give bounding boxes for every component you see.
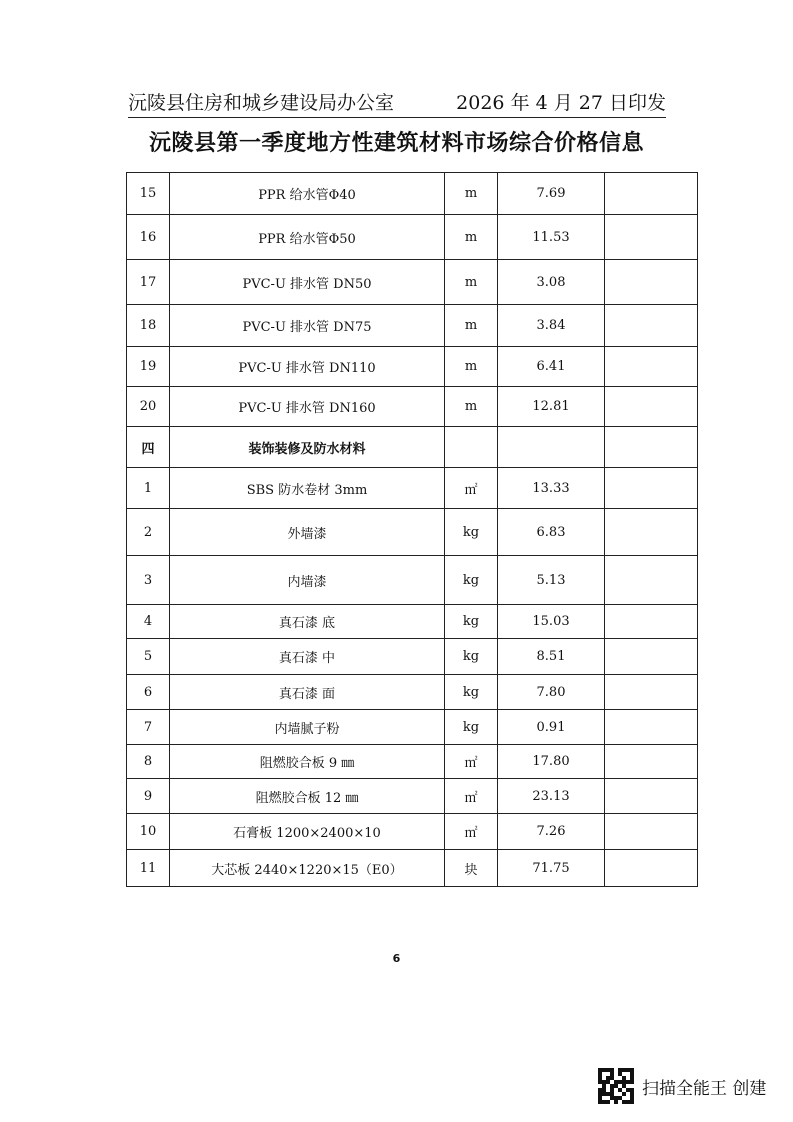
- document-header: [128, 88, 666, 118]
- row-number-cell: 18: [127, 305, 170, 347]
- material-name-cell: SBS 防水卷材 3mm: [170, 468, 445, 509]
- note-cell: [605, 173, 698, 215]
- note-cell: [605, 779, 698, 814]
- unit-cell: m: [445, 387, 498, 427]
- row-number-cell: 19: [127, 347, 170, 387]
- table-row: [127, 639, 698, 675]
- row-number-cell: 10: [127, 814, 170, 850]
- price-cell: 3.84: [498, 305, 605, 347]
- unit-cell: m: [445, 305, 498, 347]
- row-number-cell: 9: [127, 779, 170, 814]
- note-cell: [605, 556, 698, 605]
- price-cell: 13.33: [498, 468, 605, 509]
- table-row: [127, 605, 698, 639]
- material-name-cell: PVC-U 排水管 DN75: [170, 305, 445, 347]
- note-cell: [605, 710, 698, 745]
- price-cell: 3.08: [498, 260, 605, 305]
- material-name-cell: 石膏板 1200×2400×10: [170, 814, 445, 850]
- table-row: [127, 850, 698, 887]
- price-cell: [498, 427, 605, 468]
- material-name-cell: 真石漆 中: [170, 639, 445, 675]
- price-cell: 8.51: [498, 639, 605, 675]
- table-row: [127, 173, 698, 215]
- row-number-cell: 3: [127, 556, 170, 605]
- section-header-row: [127, 427, 698, 468]
- material-name-cell: 内墙漆: [170, 556, 445, 605]
- row-number-cell: 6: [127, 675, 170, 710]
- price-cell: 7.80: [498, 675, 605, 710]
- material-name-cell: PVC-U 排水管 DN160: [170, 387, 445, 427]
- unit-cell: kg: [445, 605, 498, 639]
- issuing-office: 沅陵县住房和城乡建设局办公室: [128, 92, 395, 114]
- table-row: [127, 387, 698, 427]
- material-name-cell: 外墙漆: [170, 509, 445, 556]
- table-row: [127, 814, 698, 850]
- note-cell: [605, 675, 698, 710]
- unit-cell: ㎡: [445, 745, 498, 779]
- note-cell: [605, 347, 698, 387]
- print-date: 2026 年 4 月 27 日印发: [456, 92, 666, 114]
- table-row: [127, 675, 698, 710]
- note-cell: [605, 639, 698, 675]
- price-cell: 17.80: [498, 745, 605, 779]
- note-cell: [605, 745, 698, 779]
- price-table: [126, 172, 698, 887]
- price-cell: 5.13: [498, 556, 605, 605]
- page-title: 沅陵县第一季度地方性建筑材料市场综合价格信息: [148, 131, 644, 156]
- row-number-cell: 20: [127, 387, 170, 427]
- unit-cell: ㎡: [445, 779, 498, 814]
- material-name-cell: 大芯板 2440×1220×15（E0）: [170, 850, 445, 887]
- row-number-cell: 四: [127, 427, 170, 468]
- unit-cell: m: [445, 260, 498, 305]
- row-number-cell: 5: [127, 639, 170, 675]
- unit-cell: kg: [445, 509, 498, 556]
- price-cell: 0.91: [498, 710, 605, 745]
- table-row: [127, 305, 698, 347]
- row-number-cell: 17: [127, 260, 170, 305]
- price-table-body: [127, 173, 698, 887]
- note-cell: [605, 850, 698, 887]
- note-cell: [605, 814, 698, 850]
- row-number-cell: 2: [127, 509, 170, 556]
- note-cell: [605, 427, 698, 468]
- row-number-cell: 16: [127, 215, 170, 260]
- page-number: 6: [392, 952, 401, 965]
- price-cell: 12.81: [498, 387, 605, 427]
- note-cell: [605, 605, 698, 639]
- table-row: [127, 468, 698, 509]
- table-row: [127, 215, 698, 260]
- scanner-watermark: [598, 1068, 766, 1104]
- note-cell: [605, 260, 698, 305]
- material-name-cell: PVC-U 排水管 DN50: [170, 260, 445, 305]
- material-name-cell: PPR 给水管Φ40: [170, 173, 445, 215]
- price-cell: 15.03: [498, 605, 605, 639]
- table-row: [127, 710, 698, 745]
- row-number-cell: 8: [127, 745, 170, 779]
- price-cell: 7.26: [498, 814, 605, 850]
- material-name-cell: 阻燃胶合板 9 ㎜: [170, 745, 445, 779]
- unit-cell: ㎡: [445, 468, 498, 509]
- row-number-cell: 15: [127, 173, 170, 215]
- row-number-cell: 11: [127, 850, 170, 887]
- qr-code-icon: [598, 1068, 634, 1104]
- row-number-cell: 1: [127, 468, 170, 509]
- material-name-cell: 装饰装修及防水材料: [170, 427, 445, 468]
- unit-cell: 块: [445, 850, 498, 887]
- price-cell: 23.13: [498, 779, 605, 814]
- unit-cell: [445, 427, 498, 468]
- material-name-cell: 阻燃胶合板 12 ㎜: [170, 779, 445, 814]
- price-cell: 71.75: [498, 850, 605, 887]
- note-cell: [605, 509, 698, 556]
- unit-cell: m: [445, 215, 498, 260]
- price-cell: 6.83: [498, 509, 605, 556]
- note-cell: [605, 387, 698, 427]
- price-cell: 7.69: [498, 173, 605, 215]
- table-row: [127, 509, 698, 556]
- table-row: [127, 745, 698, 779]
- material-name-cell: 内墙腻子粉: [170, 710, 445, 745]
- unit-cell: m: [445, 347, 498, 387]
- note-cell: [605, 215, 698, 260]
- price-cell: 6.41: [498, 347, 605, 387]
- note-cell: [605, 305, 698, 347]
- table-row: [127, 347, 698, 387]
- table-row: [127, 779, 698, 814]
- table-row: [127, 260, 698, 305]
- unit-cell: ㎡: [445, 814, 498, 850]
- row-number-cell: 7: [127, 710, 170, 745]
- table-row: [127, 556, 698, 605]
- material-name-cell: PVC-U 排水管 DN110: [170, 347, 445, 387]
- unit-cell: kg: [445, 675, 498, 710]
- material-name-cell: 真石漆 底: [170, 605, 445, 639]
- material-name-cell: PPR 给水管Φ50: [170, 215, 445, 260]
- unit-cell: m: [445, 173, 498, 215]
- price-cell: 11.53: [498, 215, 605, 260]
- note-cell: [605, 468, 698, 509]
- material-name-cell: 真石漆 面: [170, 675, 445, 710]
- unit-cell: kg: [445, 710, 498, 745]
- watermark-text: 扫描全能王 创建: [642, 1078, 767, 1099]
- unit-cell: kg: [445, 639, 498, 675]
- row-number-cell: 4: [127, 605, 170, 639]
- unit-cell: kg: [445, 556, 498, 605]
